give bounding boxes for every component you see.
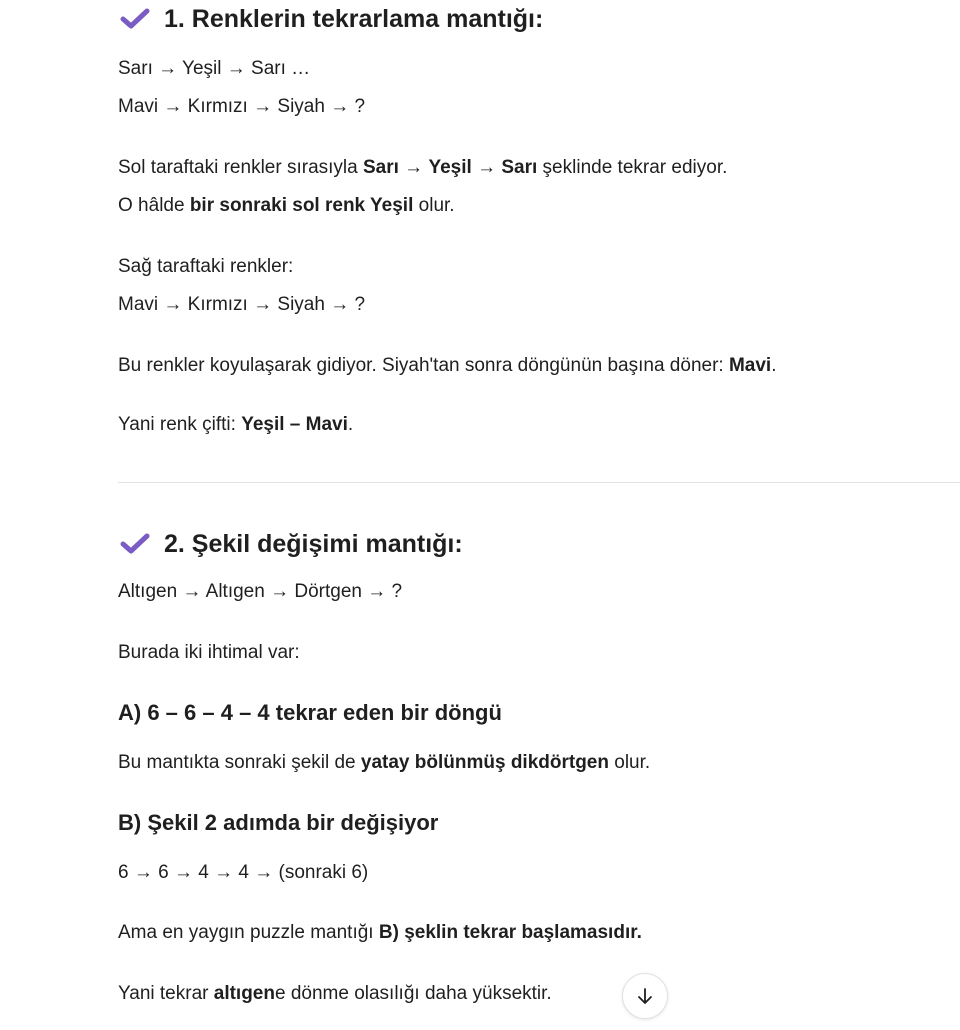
arrow-down-icon <box>635 986 655 1006</box>
check-mark-icon <box>120 533 152 555</box>
scroll-down-button[interactable] <box>622 973 668 1019</box>
check-mark-icon <box>120 8 152 30</box>
paragraph: Sol taraftaki renkler sırasıyla Sarı → Yeşil → Sarı şeklinde tekrar ediyor. <box>118 157 728 178</box>
paragraph: Sağ taraftaki renkler: <box>118 256 294 277</box>
paragraph: Yani renk çifti: Yeşil – Mavi. <box>118 414 354 435</box>
section-heading-text: 1. Renklerin tekrarlama mantığı: <box>164 4 544 33</box>
paragraph: Yani tekrar altıgene dönme olasılığı daha yüksektir. <box>118 983 552 1004</box>
section-heading <box>120 526 463 562</box>
section-heading-text: 2. Şekil değişimi mantığı: <box>164 529 463 558</box>
subheading: B) Şekil 2 adımda bir değişiyor <box>118 810 439 835</box>
sequence-line: Altıgen → Altıgen → Dörtgen → ? <box>118 581 403 602</box>
sequence-line: Sarı → Yeşil → Sarı … <box>118 58 311 79</box>
paragraph: Burada iki ihtimal var: <box>118 642 300 663</box>
paragraph: Ama en yaygın puzzle mantığı B) şeklin tekrar başlamasıdır. <box>118 922 642 943</box>
sequence-line: Mavi → Kırmızı → Siyah → ? <box>118 96 366 117</box>
sequence-line: 6 → 6 → 4 → 4 → (sonraki 6) <box>118 862 369 883</box>
subheading: A) 6 – 6 – 4 – 4 tekrar eden bir döngü <box>118 700 502 725</box>
section-divider <box>118 482 960 483</box>
paragraph: O hâlde bir sonraki sol renk Yeşil olur. <box>118 195 455 216</box>
section-heading <box>120 1 543 37</box>
paragraph: Bu mantıkta sonraki şekil de yatay bölünmüş dikdörtgen olur. <box>118 752 651 773</box>
paragraph: Bu renkler koyulaşarak gidiyor. Siyah'tan sonra döngünün başına döner: Mavi. <box>118 355 777 376</box>
sequence-line: Mavi → Kırmızı → Siyah → ? <box>118 294 366 315</box>
